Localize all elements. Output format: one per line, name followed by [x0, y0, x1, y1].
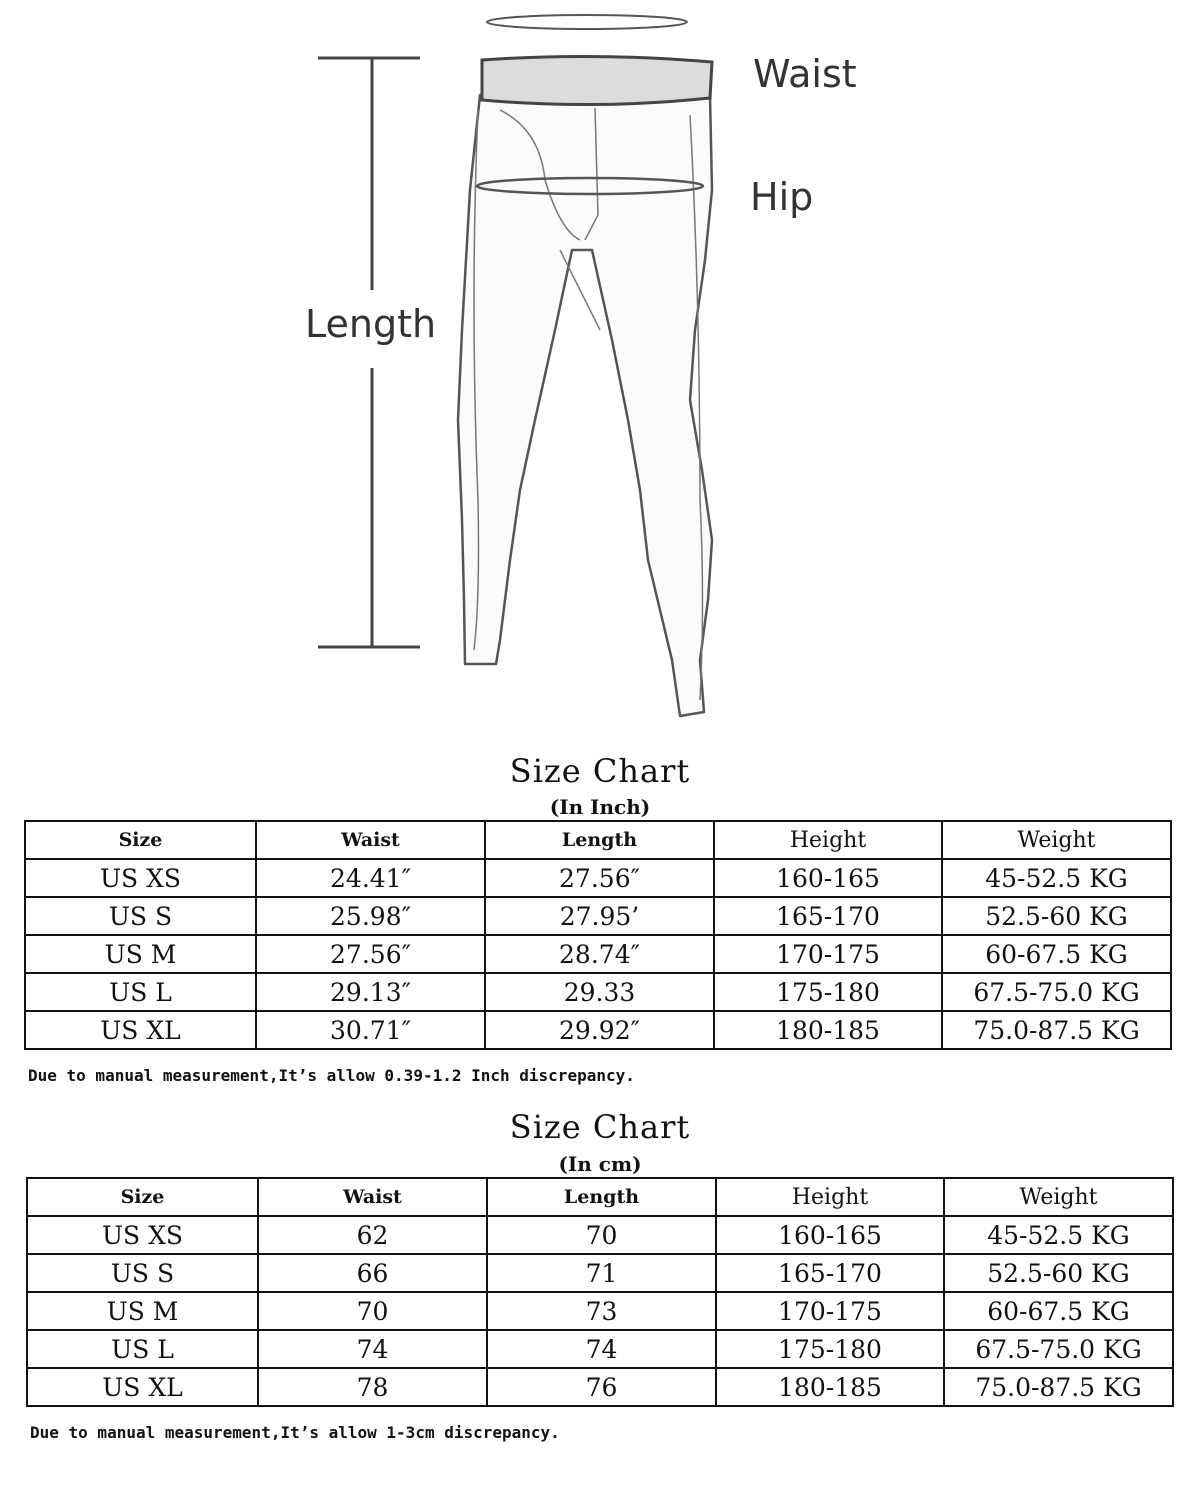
cell-length: 73 — [487, 1292, 716, 1330]
cell-height: 160-165 — [714, 859, 942, 897]
cell-weight: 60-67.5 KG — [944, 1292, 1173, 1330]
cell-weight: 52.5-60 KG — [944, 1254, 1173, 1292]
size-table-cm — [26, 1177, 1174, 1407]
table-row — [27, 1330, 1173, 1368]
table-header-row — [27, 1178, 1173, 1216]
table-row — [27, 1368, 1173, 1406]
size-chart-cm-title: Size Chart — [509, 1108, 691, 1146]
cell-length: 70 — [487, 1216, 716, 1254]
discrepancy-note-inch: Due to manual measurement,It’s allow 0.39-1.2 Inch discrepancy. — [28, 1066, 635, 1085]
cell-height: 175-180 — [714, 973, 942, 1011]
cell-height: 170-175 — [714, 935, 942, 973]
table-header-row — [25, 821, 1171, 859]
cell-waist: 30.71″ — [256, 1011, 485, 1049]
table-row — [25, 897, 1171, 935]
cell-size: US M — [25, 935, 256, 973]
table-row — [25, 973, 1171, 1011]
table-row — [27, 1254, 1173, 1292]
header-length: Length — [487, 1178, 716, 1216]
header-length: Length — [485, 821, 714, 859]
cell-height: 175-180 — [716, 1330, 944, 1368]
cell-size: US S — [27, 1254, 258, 1292]
cell-length: 29.92″ — [485, 1011, 714, 1049]
size-chart-inch-unit: (In Inch) — [549, 795, 651, 819]
cell-height: 180-185 — [714, 1011, 942, 1049]
cell-weight: 75.0-87.5 KG — [942, 1011, 1171, 1049]
header-waist: Waist — [258, 1178, 487, 1216]
waist-label: Waist — [753, 52, 857, 96]
cell-length: 28.74″ — [485, 935, 714, 973]
leggings-outline — [458, 95, 712, 716]
cell-height: 165-170 — [714, 897, 942, 935]
cell-length: 76 — [487, 1368, 716, 1406]
cell-height: 160-165 — [716, 1216, 944, 1254]
table-row — [25, 935, 1171, 973]
cell-size: US XS — [25, 859, 256, 897]
cell-waist: 24.41″ — [256, 859, 485, 897]
cell-size: US S — [25, 897, 256, 935]
cell-length: 27.95’ — [485, 897, 714, 935]
cell-waist: 66 — [258, 1254, 487, 1292]
header-height: Height — [716, 1178, 944, 1216]
cell-waist: 62 — [258, 1216, 487, 1254]
size-chart-inch-title: Size Chart — [509, 752, 691, 790]
cell-length: 27.56″ — [485, 859, 714, 897]
cell-waist: 70 — [258, 1292, 487, 1330]
cell-waist: 78 — [258, 1368, 487, 1406]
waist-ellipse-marker — [487, 15, 687, 29]
table-row — [25, 859, 1171, 897]
table-row — [27, 1216, 1173, 1254]
cell-weight: 45-52.5 KG — [944, 1216, 1173, 1254]
cell-height: 170-175 — [716, 1292, 944, 1330]
discrepancy-note-cm: Due to manual measurement,It’s allow 1-3cm discrepancy. — [30, 1423, 560, 1442]
header-waist: Waist — [256, 821, 485, 859]
cell-waist: 74 — [258, 1330, 487, 1368]
cell-size: US XL — [25, 1011, 256, 1049]
hip-label: Hip — [750, 175, 814, 219]
cell-size: US M — [27, 1292, 258, 1330]
cell-size: US XL — [27, 1368, 258, 1406]
length-label: Length — [305, 302, 437, 346]
cell-waist: 29.13″ — [256, 973, 485, 1011]
header-weight: Weight — [942, 821, 1171, 859]
header-size: Size — [25, 821, 256, 859]
header-height: Height — [714, 821, 942, 859]
cell-weight: 75.0-87.5 KG — [944, 1368, 1173, 1406]
cell-weight: 60-67.5 KG — [942, 935, 1171, 973]
cell-size: US L — [27, 1330, 258, 1368]
header-weight: Weight — [944, 1178, 1173, 1216]
waistband — [482, 56, 712, 104]
cell-waist: 25.98″ — [256, 897, 485, 935]
header-size: Size — [27, 1178, 258, 1216]
cell-weight: 52.5-60 KG — [942, 897, 1171, 935]
cell-length: 71 — [487, 1254, 716, 1292]
cell-waist: 27.56″ — [256, 935, 485, 973]
cell-height: 165-170 — [716, 1254, 944, 1292]
cell-length: 74 — [487, 1330, 716, 1368]
cell-height: 180-185 — [716, 1368, 944, 1406]
length-dimension-line — [318, 58, 420, 647]
size-table-inch — [24, 820, 1172, 1050]
table-row — [25, 1011, 1171, 1049]
cell-length: 29.33 — [485, 973, 714, 1011]
cell-size: US XS — [27, 1216, 258, 1254]
table-row — [27, 1292, 1173, 1330]
cell-weight: 45-52.5 KG — [942, 859, 1171, 897]
measurement-diagram — [0, 0, 1200, 740]
cell-weight: 67.5-75.0 KG — [942, 973, 1171, 1011]
cell-size: US L — [25, 973, 256, 1011]
cell-weight: 67.5-75.0 KG — [944, 1330, 1173, 1368]
leggings-illustration — [0, 0, 1200, 740]
size-chart-cm-unit: (In cm) — [558, 1152, 642, 1176]
